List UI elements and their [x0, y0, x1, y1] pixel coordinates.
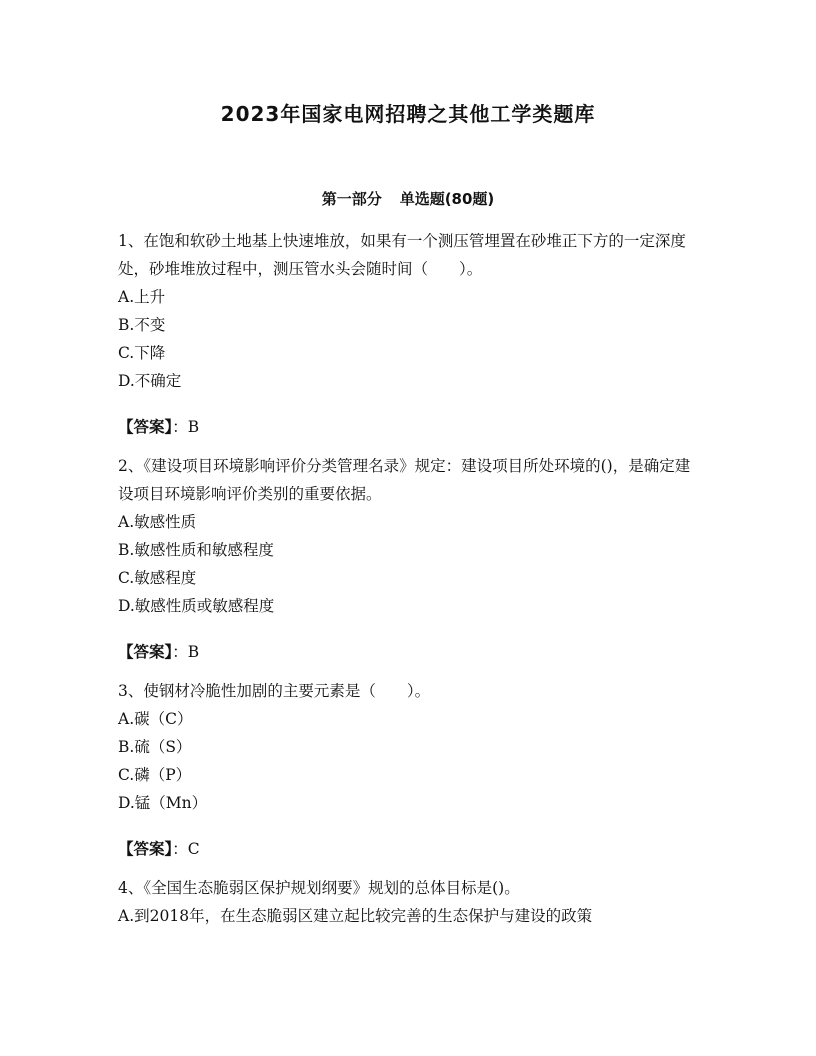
answer-separator: ： [172, 840, 188, 858]
question-2 [118, 452, 698, 666]
document-title: 2023年国家电网招聘之其他工学类题库 [220, 102, 596, 126]
option-a: A.敏感性质 [118, 513, 197, 531]
answer-label: 【答案】 [118, 642, 173, 661]
question-text: 2、《建设项目环境影响评价分类管理名录》规定：建设项目所处环境的()，是确定建设项目环境影响评价类别的重要依据。 [118, 457, 691, 503]
answer-separator: ： [172, 643, 188, 661]
section-part: 第一部分 [321, 190, 382, 208]
answer-separator: ： [172, 418, 188, 436]
answer-line [118, 638, 698, 666]
option-a: A.上升 [118, 288, 166, 306]
answer-value: B [187, 418, 200, 436]
answer-value: C [187, 840, 200, 858]
section-heading [0, 188, 816, 209]
question-3 [118, 677, 698, 863]
question-text: 1、在饱和软砂土地基上快速堆放，如果有一个测压管埋置在砂堆正下方的一定深度处，砂堆堆放过程中，测压管水头会随时间（ ）。 [118, 232, 686, 278]
option-d: D.锰（Mn） [118, 794, 208, 812]
option-c: C.下降 [118, 344, 166, 362]
option-c: C.磷（P） [118, 766, 192, 784]
question-4 [118, 874, 698, 930]
question-text: 3、使钢材冷脆性加剧的主要元素是（ ）。 [118, 682, 431, 700]
option-a: A.到2018年，在生态脆弱区建立起比较完善的生态保护与建设的政策 [118, 907, 593, 925]
answer-line [118, 413, 698, 441]
question-text: 4、《全国生态脆弱区保护规划纲要》规划的总体目标是()。 [118, 879, 520, 897]
option-c: C.敏感程度 [118, 569, 197, 587]
answer-label: 【答案】 [118, 839, 173, 858]
option-d: D.敏感性质或敏感程度 [118, 597, 275, 615]
option-b: B.硫（S） [118, 738, 192, 756]
section-type: 单选题(80题) [399, 190, 495, 208]
question-1 [118, 227, 698, 441]
option-a: A.碳（C） [118, 710, 193, 728]
option-d: D.不确定 [118, 372, 182, 390]
answer-label: 【答案】 [118, 417, 173, 436]
option-b: B.敏感性质和敏感程度 [118, 541, 274, 559]
option-b: B.不变 [118, 316, 166, 334]
answer-value: B [187, 643, 200, 661]
answer-line [118, 835, 698, 863]
question-list [118, 227, 698, 930]
